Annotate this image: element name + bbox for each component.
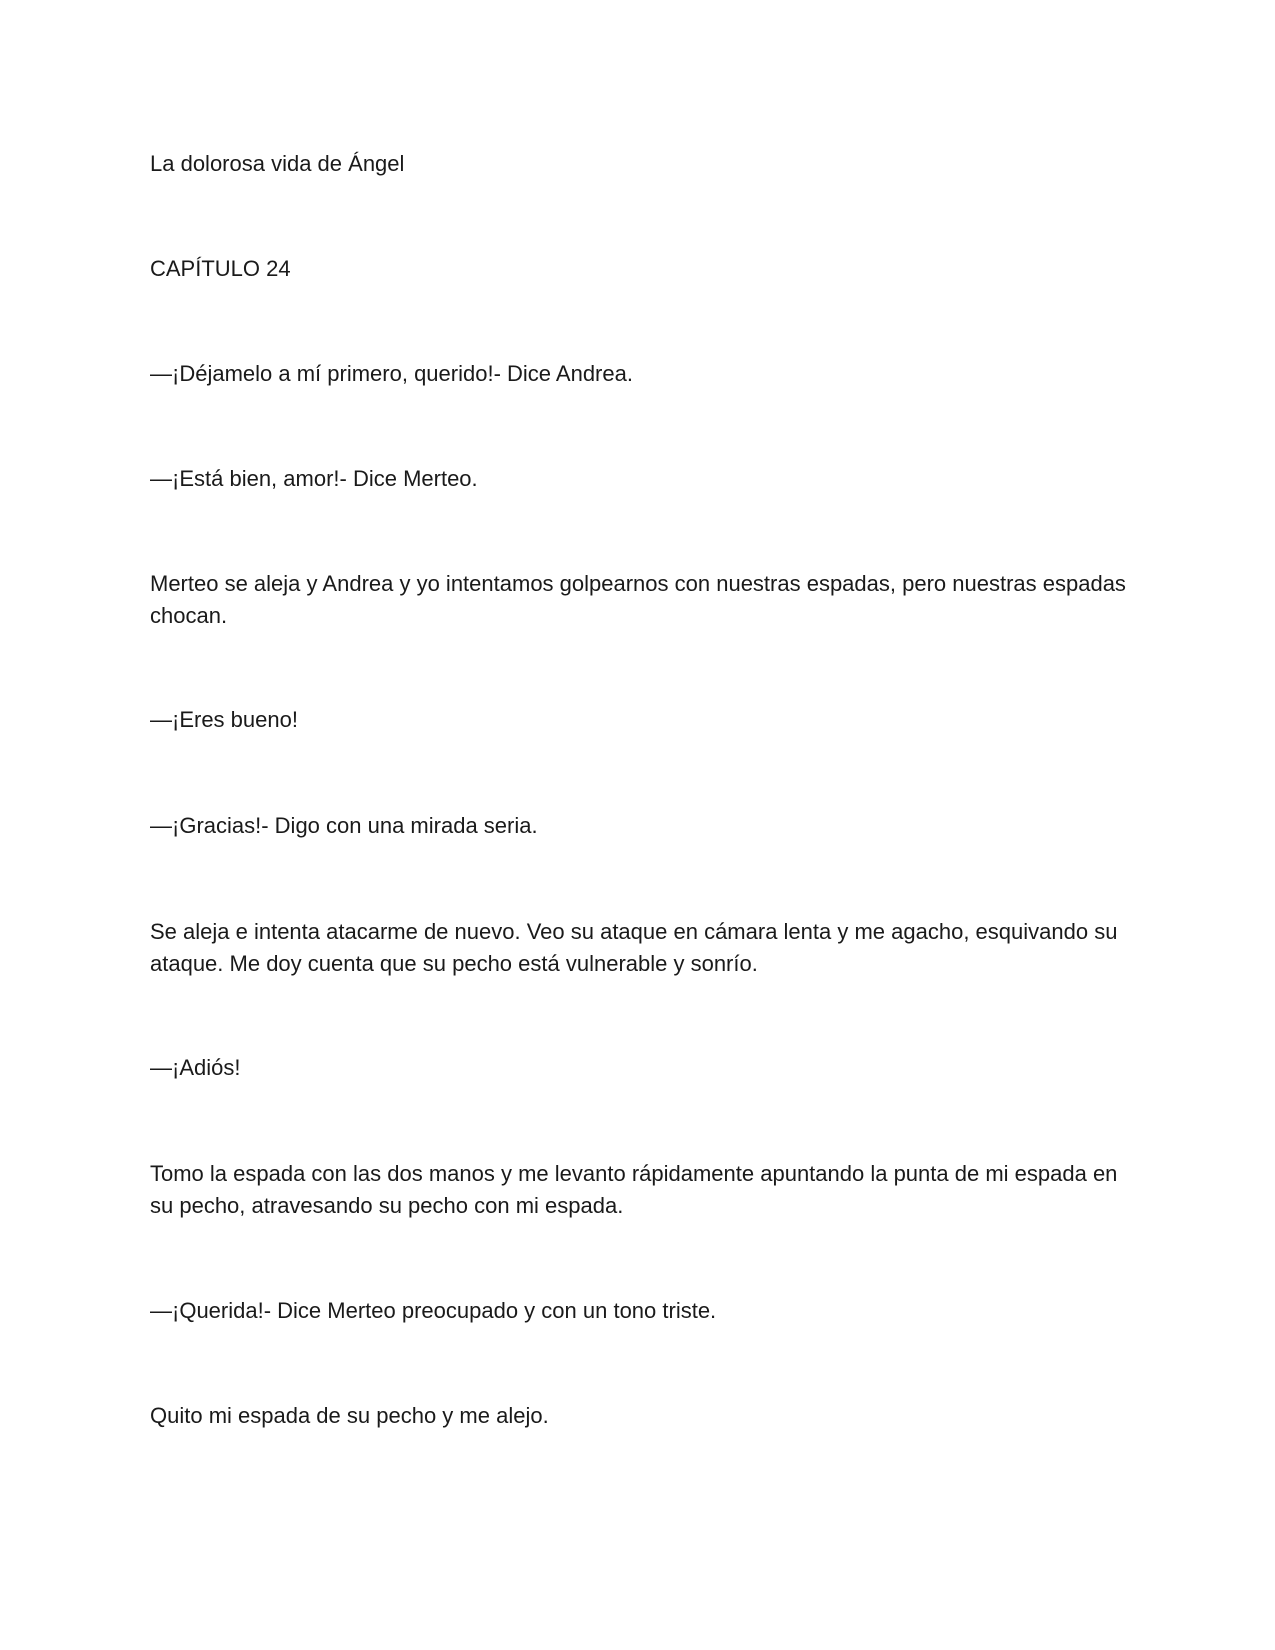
paragraph: Quito mi espada de su pecho y me alejo.	[150, 1403, 549, 1428]
paragraph: —¡Está bien, amor!- Dice Merteo.	[150, 466, 478, 491]
paragraph: Se aleja e intenta atacarme de nuevo. Veo su ataque en cámara lenta y me agacho, esquivando su ataque. Me doy cuenta que su pecho está vulnerable y sonrío.	[150, 919, 1118, 976]
document-title: La dolorosa vida de Ángel	[150, 151, 405, 176]
paragraph: Tomo la espada con las dos manos y me levanto rápidamente apuntando la punta de mi espada en su pecho, atravesando su pecho con mi espada.	[150, 1161, 1118, 1218]
paragraph: —¡Eres bueno!	[150, 707, 298, 732]
paragraph: —¡Querida!- Dice Merteo preocupado y con un tono triste.	[150, 1298, 717, 1323]
paragraph: Merteo se aleja y Andrea y yo intentamos golpearnos con nuestras espadas, pero nuestras espadas chocan.	[150, 571, 1126, 628]
chapter-heading: CAPÍTULO 24	[150, 256, 291, 281]
paragraph: —¡Gracias!- Digo con una mirada seria.	[150, 813, 538, 838]
paragraph: —¡Déjamelo a mí primero, querido!- Dice Andrea.	[150, 361, 633, 386]
paragraph: —¡Adiós!	[150, 1055, 241, 1080]
